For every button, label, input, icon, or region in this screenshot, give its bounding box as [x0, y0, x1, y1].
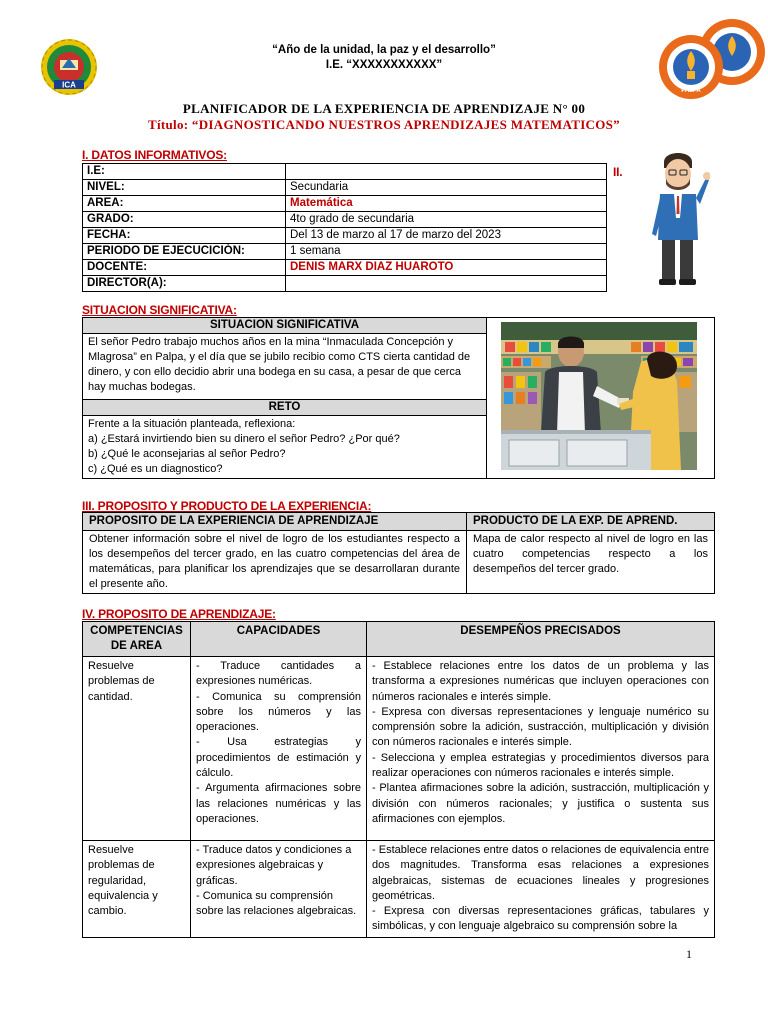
datos-row-docente: DOCENTE: DENIS MARX DIAZ HUAROTO: [83, 260, 607, 276]
page-number: 1: [686, 947, 692, 961]
capacidad-item: - Comunica su comprensión sobre las relaciones algebraicas.: [196, 889, 357, 918]
datos-row-nivel: NIVEL: Secundaria: [83, 180, 607, 196]
desempenos-regularidad: [367, 841, 715, 938]
reto-body: [83, 416, 487, 479]
datos-row-area: AREA: Matemática: [83, 196, 607, 212]
reto-line: Frente a la situación planteada, reflexiona:: [88, 418, 296, 430]
competencias-table: [82, 621, 715, 938]
desempenos-cantidad: [367, 657, 715, 841]
capacidad-item: - Comunica su comprensión sobre los números y las operaciones.: [196, 690, 361, 734]
reto-header: RETO: [83, 400, 487, 416]
competencia-regularidad: Resuelve problemas de regularidad, equivalencia y cambio.: [83, 841, 191, 938]
teacher-avatar-illustration: [646, 148, 710, 290]
desempeno-item: - Establece relaciones entre datos o relaciones de equivalencia entre dos magnitudes. Transforma esas relaciones a expresiones algebraicas, sistemas de ecuaciones lineales y progresiones geométricas.: [372, 844, 709, 902]
desempeno-item: - Expresa con diversas representaciones y lenguaje numérico su comprensión sobre la adición, sustracción, multiplicación y división con números racionales e interés simple.: [372, 705, 709, 749]
svg-text:ICA: ICA: [62, 80, 76, 90]
datos-row-fecha: FECHA: Del 13 de marzo al 17 de marzo del 2023: [83, 228, 607, 244]
plan-subtitle: Título: “DIAGNOSTICANDO NUESTROS APRENDIZAJES MATEMATICOS”: [148, 117, 620, 132]
aprendizaje-section-title: IV. PROPOSITO DE APRENDIZAJE:: [82, 607, 276, 621]
competencias-col-header: COMPETENCIAS DE AREA: [83, 622, 191, 657]
plan-title: PLANIFICADOR DE LA EXPERIENCIA DE APRENDIZAJE N° 00: [182, 101, 586, 116]
reto-line: a) ¿Estará invirtiendo bien su dinero el señor Pedro? ¿Por qué?: [88, 433, 400, 445]
desempeno-item: - Establece relaciones entre los datos de un problema y las transforma a expresiones numéricas que incluyen operaciones con números racionales e interés simple.: [372, 660, 709, 703]
datos-row-grado: GRADO: 4to grado de secundaria: [83, 212, 607, 228]
desempenos-col-header: DESEMPEÑOS PRECISADOS: [367, 622, 715, 657]
store-photo-cell: [487, 318, 715, 479]
section-two-label: II.: [613, 165, 623, 179]
capacidad-item: - Traduce cantidades a expresiones numéricas.: [196, 660, 361, 688]
store-photo: [501, 322, 697, 470]
proposito-text: Obtener información sobre el nivel de logro de los estudiantes respecto a los desempeños del tercer grado, en las cuatro competencias del área de matemáticas, para planificar los aprendizajes que se desarrollaran durante el presente año.: [83, 531, 467, 594]
situacion-text: El señor Pedro trabajo muchos años en la mina “Inmaculada Concepción y Mlagrosa” en Palpa, y el día que se jubilo recibio como CTS cierta cantidad de dinero, y con ello decidio abrir una bodega en su casa, a pesar de que cerca hay muchas bodegas.: [83, 334, 487, 400]
desempeno-item: - Plantea afirmaciones sobre la adición, sustracción, multiplicación y división con números racionales; y justifica o sustenta sus afirmaciones con ejemplos.: [372, 782, 709, 825]
producto-col-header: PRODUCTO DE LA EXP. DE APREND.: [467, 513, 715, 531]
desempeno-item: - Selecciona y emplea estrategias y procedimientos diversos para realizar operaciones con números racionales e interés simple.: [372, 751, 709, 780]
capacidades-regularidad: [191, 841, 367, 938]
reto-line: b) ¿Qué le aconsejarias al señor Pedro?: [88, 448, 286, 460]
proposito-table: [82, 512, 715, 594]
capacidades-cantidad: [191, 657, 367, 841]
situacion-section-title: SITUACION SIGNIFICATIVA:: [82, 303, 237, 317]
proposito-section-title: III. PROPOSITO Y PRODUCTO DE LA EXPERIENCIA:: [82, 499, 372, 513]
datos-section-title: I. DATOS INFORMATIVOS:: [82, 148, 227, 162]
datos-row-director: DIRECTOR(A):: [83, 276, 607, 292]
reto-line: c) ¿Qué es un diagnostico?: [88, 463, 223, 475]
desempeno-item: - Expresa con diversas representaciones gráficas, tabulares y simbólicas, y con lenguaje algebraico su comprensión sobre la: [372, 905, 709, 933]
school-name: I.E. “XXXXXXXXXXX”: [325, 59, 443, 71]
datos-row-periodo: PERIODO DE EJECUCICIÓN: 1 semana: [83, 244, 607, 260]
capacidad-item: - Usa estrategias y procedimientos de estimación y cálculo.: [196, 736, 361, 780]
capacidades-col-header: CAPACIDADES: [191, 622, 367, 657]
datos-row-ie: I.E:: [83, 164, 607, 180]
proposito-col-header: PROPOSITO DE LA EXPERIENCIA DE APRENDIZAJE: [83, 513, 467, 531]
year-motto: “Año de la unidad, la paz y el desarrollo”: [272, 44, 496, 56]
capacidad-item: - Traduce datos y condiciones a expresiones algebraicas y gráficas.: [196, 844, 352, 887]
situacion-header: SITUACION SIGNIFICATIVA: [83, 318, 487, 334]
competencia-cantidad: Resuelve problemas de cantidad.: [83, 657, 191, 841]
capacidad-item: - Argumenta afirmaciones sobre las relaciones numéricas y las operaciones.: [196, 782, 361, 825]
situacion-table: [82, 317, 715, 479]
datos-table: [82, 163, 607, 292]
svg-text:PALPA: PALPA: [681, 88, 701, 94]
producto-text: Mapa de calor respecto al nivel de logro en las cuatro competencias respecto a los desempeños del tercer grado.: [467, 531, 715, 594]
